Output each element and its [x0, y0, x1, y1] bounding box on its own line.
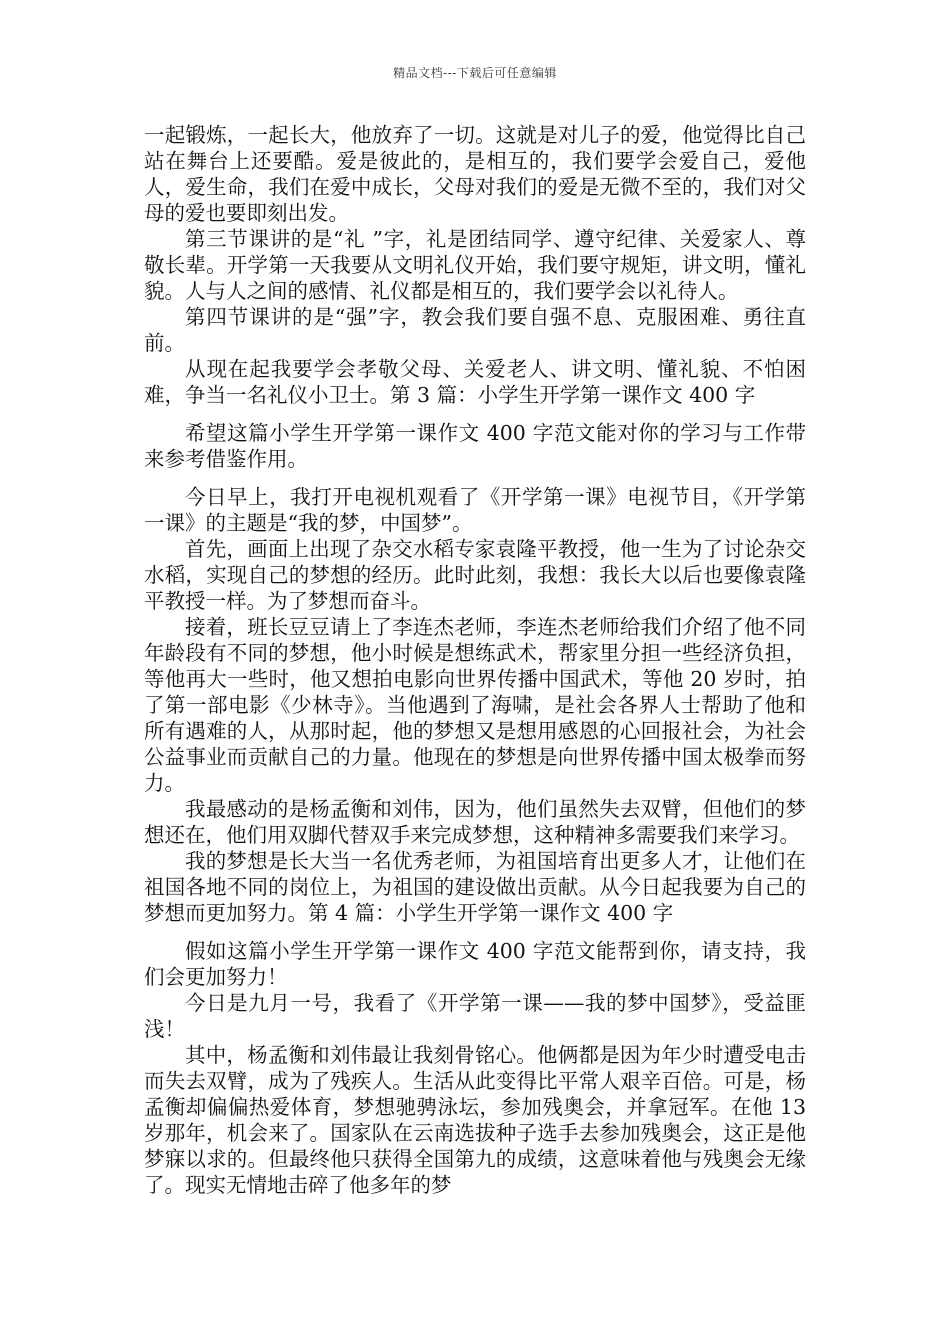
paragraph: 假如这篇小学生开学第一课作文 400 字范文能帮到你，请支持，我们会更加努力！ — [144, 939, 806, 989]
paragraph: 我的梦想是长大当一名优秀老师，为祖国培育出更多人才，让他们在祖国各地不同的岗位上，为祖国的建设做出贡献。从今日起我要为自己的梦想而更加努力。第 4 篇：小学生开学第一课作文 400 字 — [144, 849, 806, 925]
paragraph: 一起锻炼，一起长大，他放弃了一切。这就是对儿子的爱，他觉得比自己站在舞台上还要酷。爱是彼此的，是相互的，我们要学会爱自己，爱他人，爱生命，我们在爱中成长，父母对我们的爱是无微不至的，我们对父母的爱也要即刻出发。 — [144, 123, 806, 225]
paragraph: 今日早上，我打开电视机观看了《开学第一课》电视节目，《开学第一课》的主题是“我的梦，中国梦”。 — [144, 485, 806, 535]
paragraph: 从现在起我要学会孝敬父母、关爱老人、讲文明、懂礼貌、不怕困难，争当一名礼仪小卫士。第 3 篇：小学生开学第一课作文 400 字 — [144, 357, 806, 407]
paragraph: 接着，班长豆豆请上了李连杰老师，李连杰老师给我们介绍了他不同年龄段有不同的梦想，他小时候是想练武术，帮家里分担一些经济负担，等他再大一些时，他又想拍电影向世界传播中国武术，等他 20 岁时，拍了第一部电影《少林寺》。当他遇到了海啸，是社会各界人士帮助了他和所有遇难的人，从那时起，他的梦想又是想用感恩的心回报社会，为社会公益事业而贡献自己的力量。他现在的梦想是向世界传播中国太极拳而努力。 — [144, 615, 806, 795]
paragraph: 第三节课讲的是“礼 ”字，礼是团结同学、遵守纪律、关爱家人、尊敬长辈。开学第一天我要从文明礼仪开始，我们要守规矩，讲文明，懂礼貌。人与人之间的感情、礼仪都是相互的，我们要学会以礼待人。 — [144, 227, 806, 303]
document-body — [144, 122, 806, 1198]
paragraph: 其中，杨孟衡和刘伟最让我刻骨铭心。他俩都是因为年少时遭受电击而失去双臂，成为了残疾人。生活从此变得比平常人艰辛百倍。可是，杨孟衡却偏偏热爱体育，梦想驰骋泳坛，参加残奥会，并拿冠军。在他 13 岁那年，机会来了。国家队在云南选拔种子选手去参加残奥会，这正是他梦寐以求的。但最终他只获得全国第九的成绩，这意味着他与残奥会无缘了。现实无情地击碎了他多年的梦 — [144, 1043, 806, 1197]
page-header: 精品文档---下载后可任意编辑 — [393, 66, 557, 80]
paragraph: 首先，画面上出现了杂交水稻专家袁隆平教授，他一生为了讨论杂交水稻，实现自己的梦想的经历。此时此刻，我想：我长大以后也要像袁隆平教授一样。为了梦想而奋斗。 — [144, 537, 806, 613]
paragraph: 第四节课讲的是“强”字，教会我们要自强不息、克服困难、勇往直前。 — [144, 305, 806, 355]
paragraph: 今日是九月一号，我看了《开学第一课——我的梦中国梦》，受益匪浅！ — [144, 991, 806, 1041]
paragraph: 希望这篇小学生开学第一课作文 400 字范文能对你的学习与工作带来参考借鉴作用。 — [144, 421, 806, 471]
paragraph: 我最感动的是杨孟衡和刘伟，因为，他们虽然失去双臂，但他们的梦想还在，他们用双脚代替双手来完成梦想，这种精神多需要我们来学习。 — [144, 797, 806, 847]
